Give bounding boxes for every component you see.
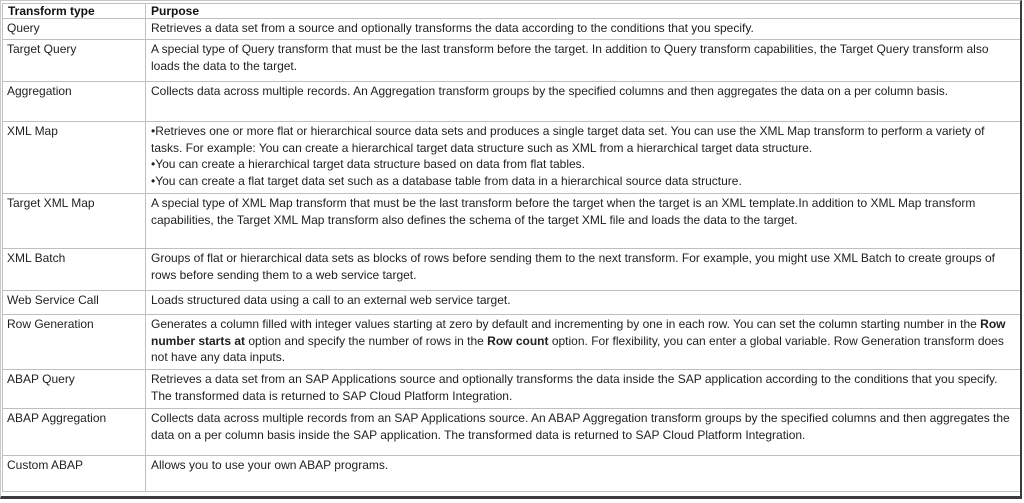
column-header-purpose: Purpose	[146, 4, 1021, 19]
table-row	[3, 82, 1021, 122]
purpose-cell: Allows you to use your own ABAP programs.	[146, 456, 1021, 492]
transform-type-cell: Web Service Call	[3, 291, 146, 315]
purpose-cell: Collects data across multiple records from an SAP Applications source. An ABAP Aggregation transform groups by the specified columns and then aggregates the data on a per column basis inside the SAP application. The transformed data is returned to SAP Cloud Platform Integration.	[146, 409, 1021, 456]
option-name-row-count: Row count	[487, 333, 549, 348]
purpose-cell: Loads structured data using a call to an external web service target.	[146, 291, 1021, 315]
transform-type-cell: XML Map	[3, 122, 146, 194]
purpose-text: Generates a column filled with integer values starting at zero by default and incrementing by one in each row. You can set the column starting number in the	[151, 317, 981, 331]
purpose-cell	[146, 122, 1021, 194]
purpose-cell: A special type of Query transform that must be the last transform before the target. In addition to Query transform capabilities, the Target Query transform also loads the data to the target.	[146, 40, 1021, 82]
transform-type-cell: ABAP Aggregation	[3, 409, 146, 456]
transform-types-table	[2, 3, 1021, 492]
purpose-text: option and specify the number of rows in the	[245, 333, 488, 348]
table-row	[3, 122, 1021, 194]
transform-type-cell: Aggregation	[3, 82, 146, 122]
purpose-cell: Collects data across multiple records. An Aggregation transform groups by the specified columns and then aggregates the data on a per column basis.	[146, 82, 1021, 122]
table-row	[3, 370, 1021, 409]
purpose-cell: Retrieves a data set from an SAP Applications source and optionally transforms the data inside the SAP application according to the conditions that you specify. The transformed data is returned to SAP Cloud Platform Integration.	[146, 370, 1021, 409]
purpose-bullet: •Retrieves one or more flat or hierarchical source data sets and produces a single target data set. You can use the XML Map transform to perform a variety of tasks. For example: You can create a hierarchical target data structure such as XML from a hierarchical target data structure.	[151, 124, 985, 155]
transform-type-cell: ABAP Query	[3, 370, 146, 409]
purpose-bullet: •You can create a flat target data set such as a database table from data in a hierarchical source data structure.	[151, 173, 742, 188]
table-row	[3, 249, 1021, 291]
option-name-row-number-starts-at: Row number starts at	[151, 317, 1006, 348]
transform-type-cell: Target Query	[3, 40, 146, 82]
purpose-cell	[146, 315, 1021, 370]
purpose-text: option. For flexibility, you can enter a global variable. Row Generation transform does not have any data inputs.	[151, 333, 1004, 364]
purpose-cell: Retrieves a data set from a source and optionally transforms the data according to the conditions that you specify.	[146, 19, 1021, 40]
table-row	[3, 194, 1021, 249]
transform-type-cell: Query	[3, 19, 146, 40]
transform-type-cell: Custom ABAP	[3, 456, 146, 492]
table-row	[3, 19, 1021, 40]
transform-type-cell: Target XML Map	[3, 194, 146, 249]
purpose-cell: A special type of XML Map transform that must be the last transform before the target when the target is an XML template.In addition to XML Map transform capabilities, the Target XML Map transform also defines the schema of the target XML file and loads the data to the target.	[146, 194, 1021, 249]
column-header-transform-type: Transform type	[3, 4, 146, 19]
table-row	[3, 409, 1021, 456]
table-row	[3, 456, 1021, 492]
purpose-bullet: •You can create a hierarchical target data structure based on data from flat tables.	[151, 157, 586, 171]
table-row	[3, 291, 1021, 315]
transform-type-cell: Row Generation	[3, 315, 146, 370]
transform-type-cell: XML Batch	[3, 249, 146, 291]
table-row	[3, 40, 1021, 82]
table-row	[3, 315, 1021, 370]
purpose-cell: Groups of flat or hierarchical data sets as blocks of rows before sending them to the next transform. For example, you might use XML Batch to create groups of rows before sending them to a web service target.	[146, 249, 1021, 291]
table-header-row	[3, 4, 1021, 19]
